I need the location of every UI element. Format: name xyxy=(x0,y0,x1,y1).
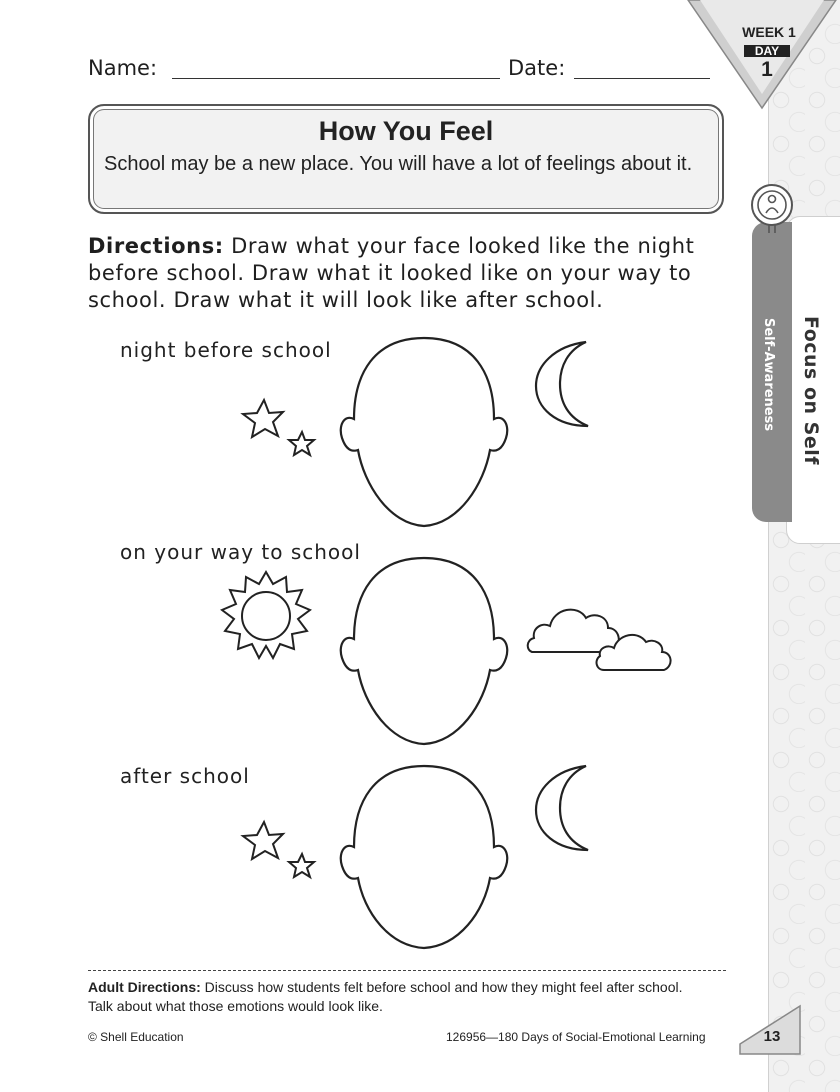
copyright: © Shell Education xyxy=(88,1030,184,1044)
stars-icon xyxy=(238,396,322,468)
name-field[interactable] xyxy=(172,78,500,79)
self-awareness-icon xyxy=(742,183,802,243)
face-outline-night[interactable] xyxy=(334,334,514,534)
directions-text: Draw what your face looked like the night before school. Draw what it looked like on your way to school. Draw what it will look like after school. xyxy=(88,234,695,312)
book-title: 126956—180 Days of Social-Emotional Learning xyxy=(446,1030,706,1044)
page-description: School may be a new place. You will have a lot of feelings about it. xyxy=(104,153,693,175)
face-outline-way[interactable] xyxy=(334,554,514,750)
adult-directions-lead: Adult Directions: xyxy=(88,979,201,995)
clouds-icon xyxy=(524,594,676,676)
decorative-side-strip xyxy=(768,0,840,1092)
directions xyxy=(88,233,738,314)
page-number: 13 xyxy=(763,1028,781,1045)
adult-directions xyxy=(88,978,708,1016)
day-number: 1 xyxy=(761,58,773,81)
moon-icon xyxy=(534,338,604,430)
face-label-way: on your way to school xyxy=(120,540,361,564)
day-label: DAY xyxy=(744,45,790,57)
sun-icon xyxy=(218,570,314,666)
name-label: Name: xyxy=(88,56,158,80)
side-tab-subtitle: Self-Awareness xyxy=(761,318,776,432)
date-label: Date: xyxy=(508,56,566,80)
divider xyxy=(88,970,726,971)
face-label-night: night before school xyxy=(120,338,332,362)
adult-directions-text: Discuss how students felt before school and how they might feel after school. Talk about what those emotions would look like. xyxy=(88,979,683,1014)
page-title: How You Feel xyxy=(318,116,494,146)
stars-icon xyxy=(238,818,322,890)
face-label-after: after school xyxy=(120,764,250,788)
week-label: WEEK 1 xyxy=(742,24,796,40)
date-field[interactable] xyxy=(574,78,710,79)
side-tab-title: Focus on Self xyxy=(800,316,822,466)
moon-icon xyxy=(534,762,604,854)
face-outline-after[interactable] xyxy=(334,762,514,954)
directions-lead: Directions: xyxy=(88,234,224,258)
